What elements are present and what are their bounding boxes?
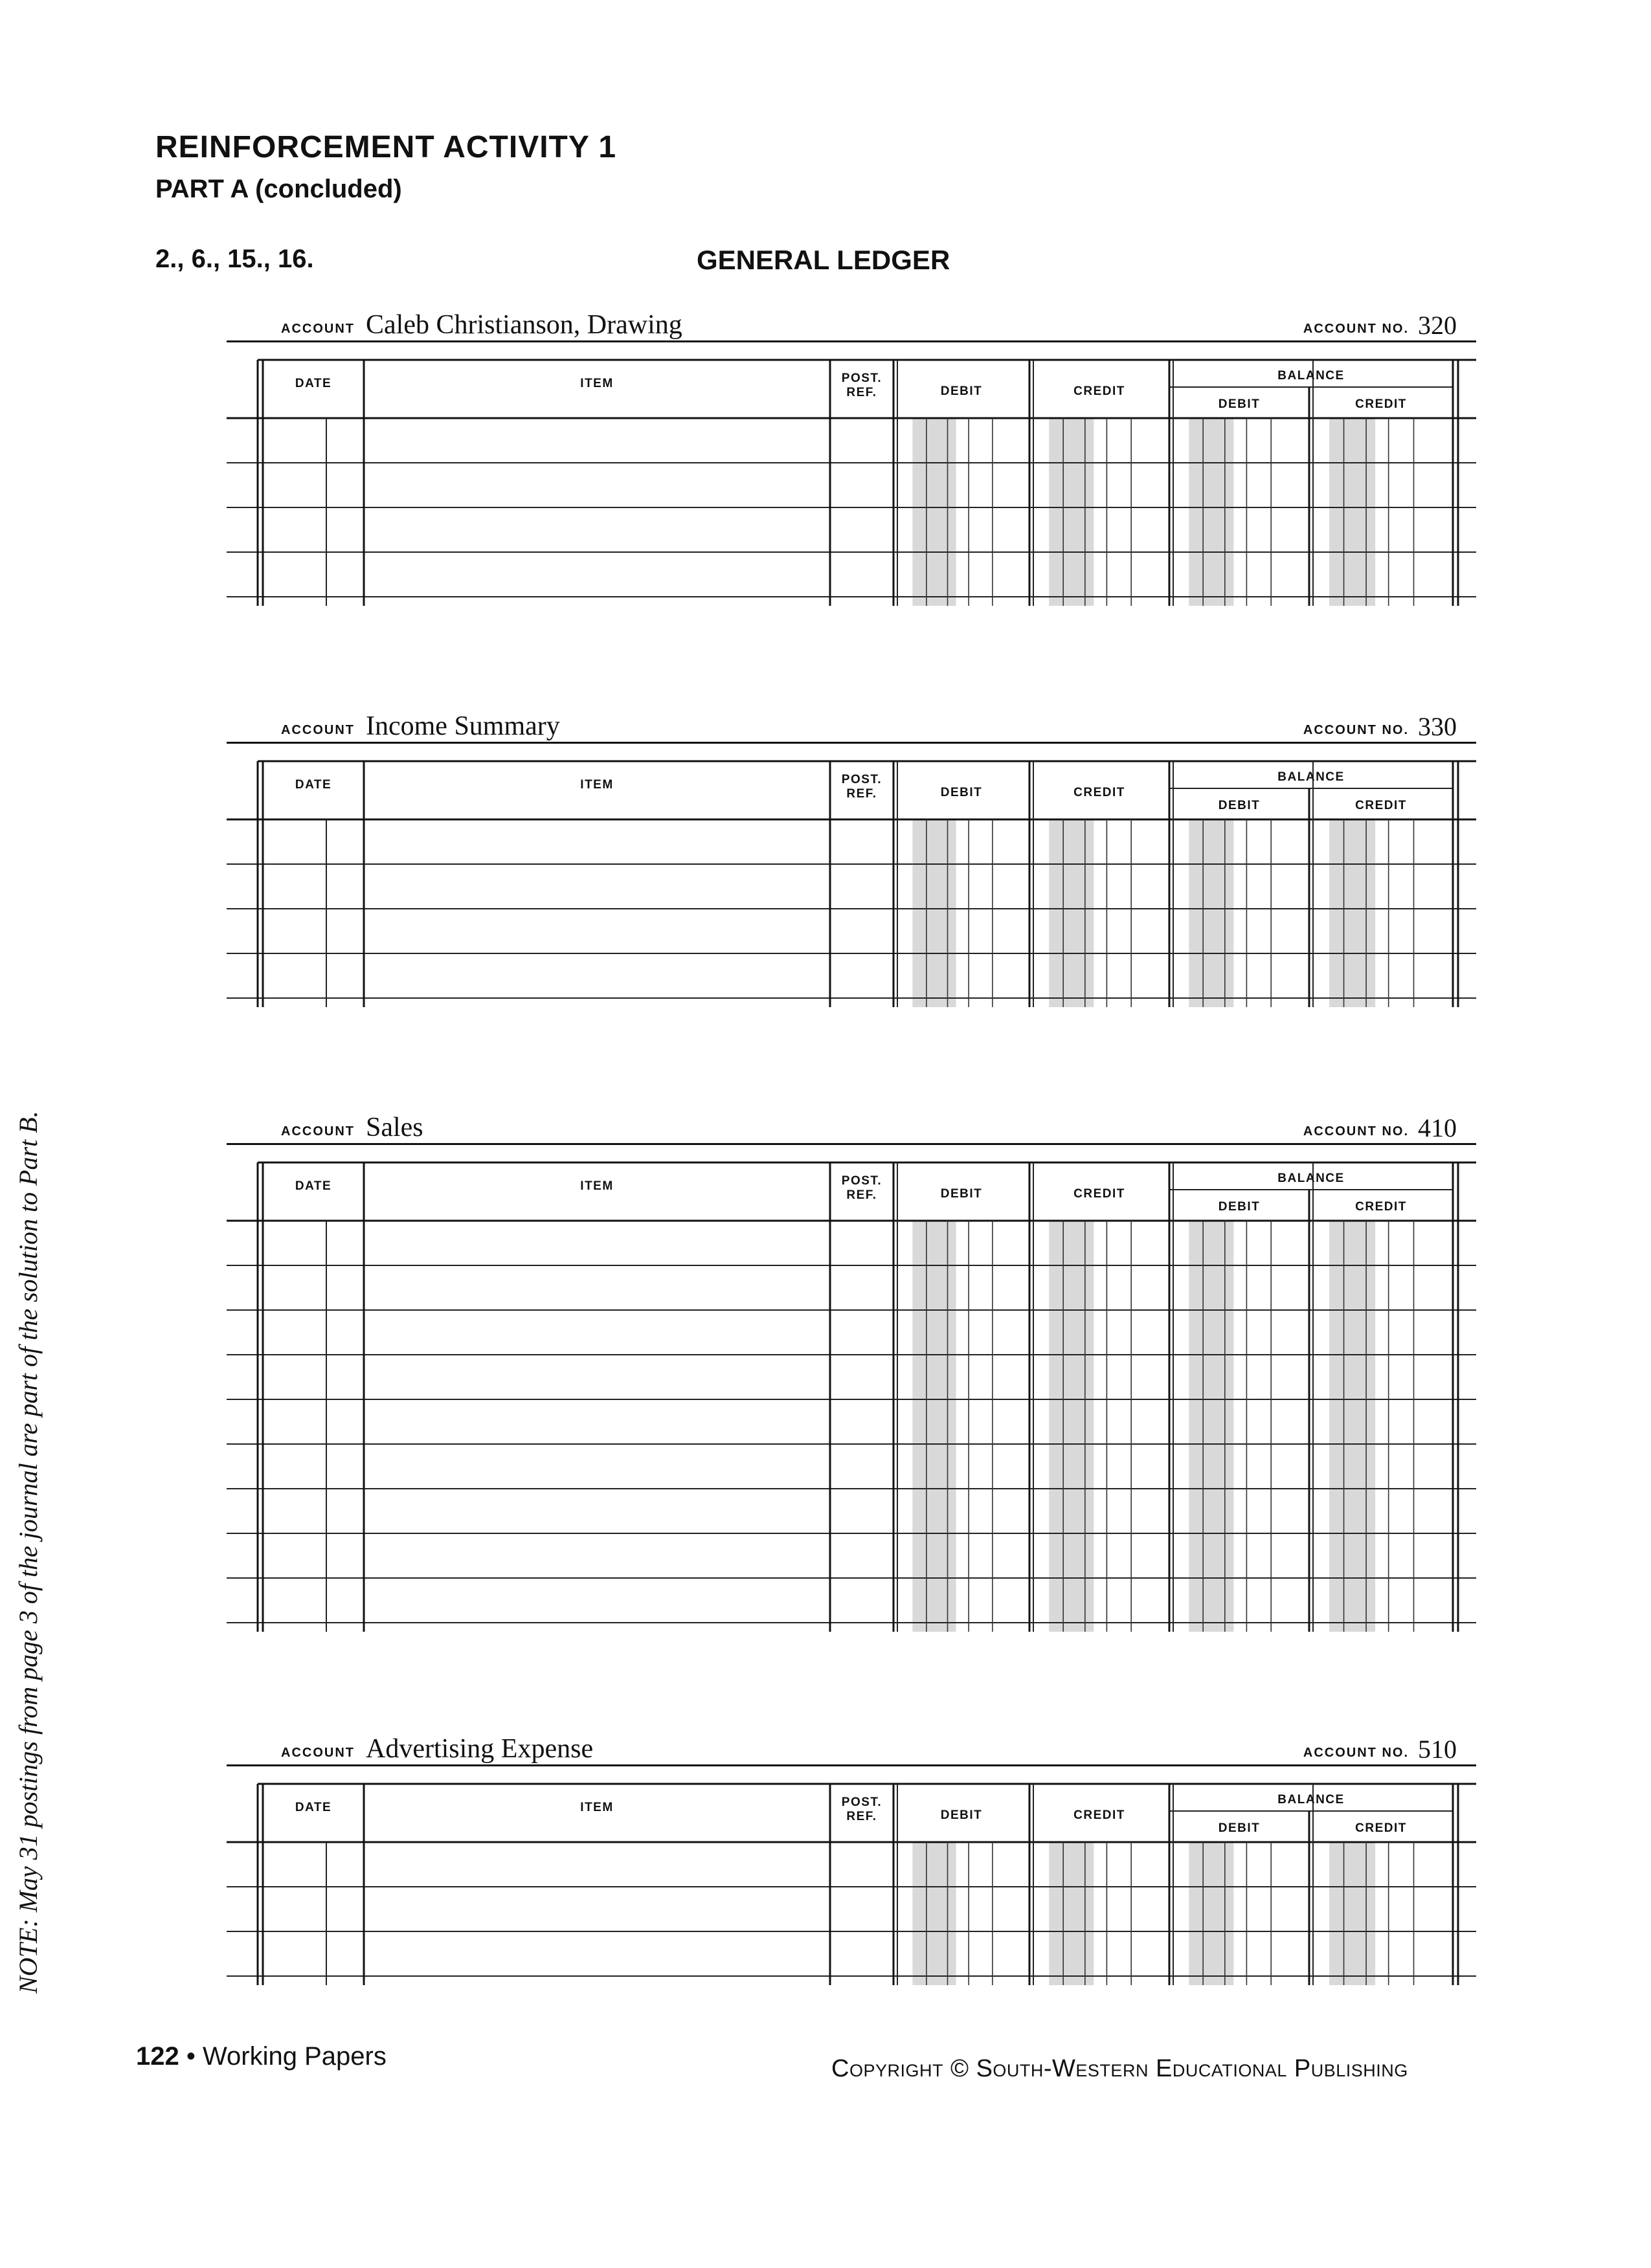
column-header-balance-credit: CREDIT [1355,1200,1407,1214]
column-header-item: ITEM [580,778,614,792]
column-header-balance: BALANCE [1277,1172,1345,1185]
step-numbers: 2., 6., 15., 16. [155,245,314,273]
column-header-balance: BALANCE [1277,1793,1345,1807]
column-header-item: ITEM [580,1179,614,1193]
amount-shading [1189,1842,1233,1985]
ledger-table[interactable] [227,742,1476,1007]
column-header-debit: DEBIT [940,1808,983,1822]
page-footer [136,2042,387,2071]
ledger-account-330 [227,706,1476,812]
amount-shading [1049,1842,1094,1985]
amount-shading [1189,1221,1233,1632]
column-header-post-ref: REF. [846,386,877,399]
amount-shading [1049,1221,1094,1632]
amount-shading [1049,819,1094,1007]
column-header-item: ITEM [580,1801,614,1814]
account-no-label: ACCOUNT NO. [1303,322,1409,336]
amount-shading [1329,1221,1375,1632]
column-header-balance-debit: DEBIT [1218,1821,1261,1835]
account-number: 510 [1418,1735,1457,1764]
column-header-balance: BALANCE [1277,369,1345,383]
account-header [227,1107,1476,1145]
ledger-title: GENERAL LEDGER [697,245,950,275]
amount-shading [912,1221,956,1632]
column-header-post-ref: REF. [846,787,877,801]
account-name: Advertising Expense [366,1734,594,1764]
column-header-balance: BALANCE [1277,770,1345,784]
column-header-post-ref: POST. [841,372,882,385]
column-header-date: DATE [295,1801,332,1814]
amount-shading [912,1842,956,1985]
column-header-post-ref: REF. [846,1188,877,1202]
column-header-credit: CREDIT [1073,786,1125,799]
copyright: Copyright © South-Western Educational Publishing [831,2055,1408,2082]
column-header-balance-debit: DEBIT [1218,397,1261,411]
column-header-balance-credit: CREDIT [1355,397,1407,411]
account-header [227,304,1476,342]
account-number: 330 [1418,712,1457,741]
column-header-credit: CREDIT [1073,1808,1125,1822]
amount-shading [1329,418,1375,606]
column-header-balance-debit: DEBIT [1218,1200,1261,1214]
account-label: ACCOUNT [281,1746,355,1760]
column-header-date: DATE [295,377,332,390]
activity-title: REINFORCEMENT ACTIVITY 1 [155,130,617,164]
amount-shading [1189,819,1233,1007]
account-number: 410 [1418,1113,1457,1142]
ledger-account-410 [227,1107,1476,1214]
ledger-table[interactable] [227,340,1476,606]
account-label: ACCOUNT [281,1124,355,1139]
amount-shading [1049,418,1094,606]
account-header [227,706,1476,744]
column-header-post-ref: POST. [841,1174,882,1188]
column-header-post-ref: POST. [841,773,882,786]
account-name: Income Summary [366,711,560,741]
part-title: PART A (concluded) [155,175,402,203]
account-number: 320 [1418,311,1457,340]
column-header-debit: DEBIT [940,384,983,398]
column-header-item: ITEM [580,377,614,390]
column-header-credit: CREDIT [1073,384,1125,398]
side-note: NOTE: May 31 postings from page 3 of the journal are part of the solution to Part B. [14,1111,43,1994]
column-header-debit: DEBIT [940,1187,983,1201]
account-label: ACCOUNT [281,322,355,336]
ledger-account-320 [227,304,1476,411]
page-number: 122 [136,2042,179,2071]
column-header-post-ref: POST. [841,1796,882,1809]
amount-shading [1329,1842,1375,1985]
ledger-account-510 [227,1728,1476,1835]
column-header-date: DATE [295,778,332,792]
column-header-balance-debit: DEBIT [1218,799,1261,812]
column-header-credit: CREDIT [1073,1187,1125,1201]
column-header-balance-credit: CREDIT [1355,1821,1407,1835]
amount-shading [1189,418,1233,606]
account-name: Caleb Christianson, Drawing [366,310,682,340]
column-header-post-ref: REF. [846,1810,877,1823]
ledger-table[interactable] [227,1143,1476,1632]
account-no-label: ACCOUNT NO. [1303,723,1409,737]
amount-shading [912,418,956,606]
account-no-label: ACCOUNT NO. [1303,1124,1409,1139]
account-header [227,1728,1476,1766]
amount-shading [1329,819,1375,1007]
amount-shading [912,819,956,1007]
column-header-debit: DEBIT [940,786,983,799]
account-no-label: ACCOUNT NO. [1303,1746,1409,1760]
column-header-date: DATE [295,1179,332,1193]
account-label: ACCOUNT [281,723,355,737]
account-name: Sales [366,1113,423,1142]
column-header-balance-credit: CREDIT [1355,799,1407,812]
page-label: • Working Papers [186,2042,387,2071]
ledger-table[interactable] [227,1764,1476,1985]
